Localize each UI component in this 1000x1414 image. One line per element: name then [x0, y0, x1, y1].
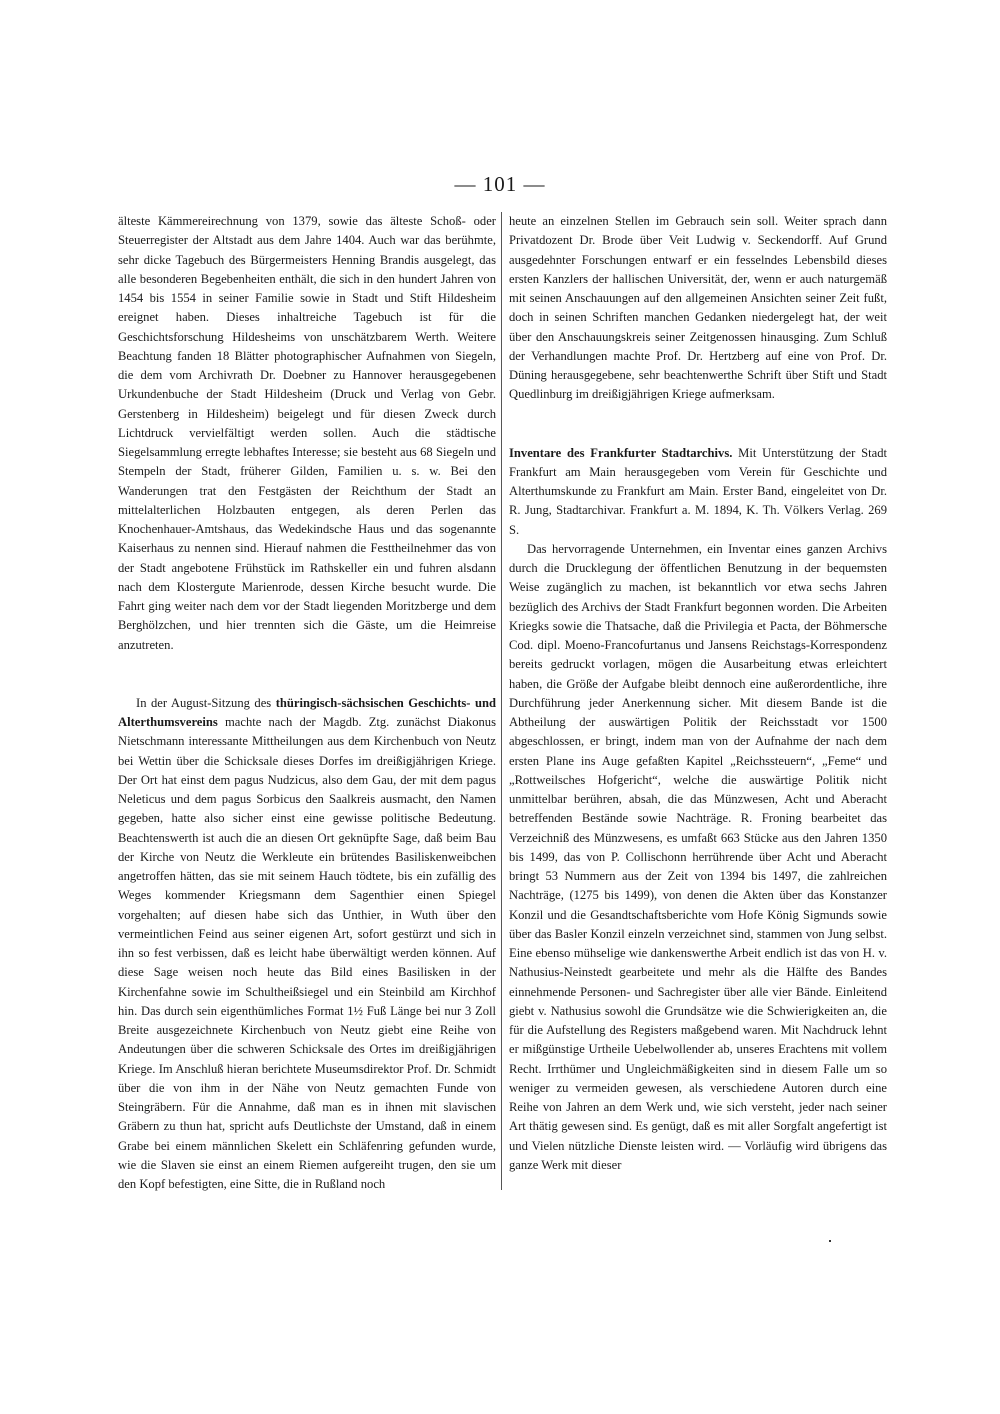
column-divider	[501, 212, 502, 1190]
left-paragraph-1: älteste Kämmereirechnung von 1379, sowie das älteste Schoß- oder Steuerregister der Altstadt aus dem Jahre 1404. Auch war das berühmte, sehr dicke Tagebuch des Bürgermeisters Henning Brandis ausgelegt, das alle besonderen Begebenheiten enthält, die sich in den hundert Jahren von 1454 bis 1554 in seiner Familie sowie in Stadt und Stift Hildesheim ereignet haben. Dieses inhaltreiche Tagebuch ist für die Geschichtsforschung Hildesheims von unschätzbarem Werth. Weitere Beachtung fanden 18 Blätter photographischer Aufnahmen von Siegeln, die dem vom Archivrath Dr. Doebner zu Hannover herausgegebenen Urkundenbuche der Stadt Hildesheim (Druck und Verlag von Gebr. Gerstenberg in Hildesheim) beigelegt und für diesen Zweck durch Lichtdruck vervielfältigt werden sollen. Auch die städtische Siegelsammlung erregte lebhaftes Interesse; sie besteht aus 68 Siegeln und Stempeln der Stadt, früherer Gilden, Familien u. s. w. Bei den Wanderungen trat den Festgästen der Reichthum der Stadt an mittelalterlichen Holzbauten entgegen, als deren Perlen das Knochenhauer-Amtshaus, das Wedekindsche Haus und das sogenannte Kaiserhaus zu nennen sind. Hierauf nahmen die Festtheilnehmer das von der Stadt angebotene Frühstück im Rathskeller ein und fuhren alsdann nach dem Klostergute Marienrode, dessen Kirche besucht wurde. Die Fahrt ging weiter nach dem vor der Stadt liegenden Moritzberge und dem Berghölzchen, und hier trennten sich die Gäste, um die Heimreise anzutreten.	[118, 214, 496, 652]
left-paragraph-2-lead: In der August-Sitzung des	[136, 695, 272, 710]
review-heading: Inventare des Frankfurter Stadtarchivs.	[509, 445, 733, 460]
print-speck	[829, 1240, 831, 1242]
left-column	[118, 212, 496, 1194]
right-paragraph-3: Das hervorragende Unternehmen, ein Inventar eines ganzen Archivs durch die Drucklegung der öffentlichen Benutzung in der bequemsten Weise zugänglich zu machen, ist bekanntlich vor etwa sechs Jahren bezüglich des Archivs der Stadt Frankfurt begonnen worden. Die Arbeiten Kriegks sowie die Thatsache, daß die Privilegia et Pacta, der Böhmersche Cod. dipl. Moeno-Francofurtanus und Jansens Reichstags-Korrespondenz bereits gedruckt vorlagen, mögen die Ausarbeitung etwas erleichtert haben, die Größe der Aufgabe bleibt dennoch eine außerordentliche, ihre Durchführung jeder Anerkennung sicher. Mit diesem Bande ist die Abtheilung der auswärtigen Politik der Reichsstadt vor 1500 abgeschlossen, er bringt, indem man von der Aufnahme der nach dem ersten Plane ins Auge gefaßten Kapitel „Reichssteuern“, „Feme“ und „Rottweilsches Hofgericht“, welche die auswärtige Politik nicht unmittelbar berühren, absah, die das Münzwesen, Acht und Aberacht betreffenden Bestände sowie Nachträge. R. Froning bearbeitet das Verzeichniß des Münzwesens, es umfaßt 663 Stücke aus den Jahren 1350 bis 1499, das von P. Collischonn herrührende über Acht und Aberacht bringt 53 Nummern aus der Zeit von 1394 bis 1497, die zahlreichen Nachträge, (1275 bis 1499), von denen die Akten über das Konstanzer Konzil und die Gesandtschaftsberichte vom Hofe König Sigmunds sowie über das Basler Konzil einzeln verzeichnet sind, stammen von Jung selbst. Eine ebenso mühselige wie dankenswerthe Arbeit endlich ist das von H. v. Nathusius-Neinstedt gearbeitete und mehr als die Hälfte des Bandes einnehmende Personen- und Sachregister über alle vier Bände. Einleitend giebt v. Nathusius sowohl die Grundsätze wie die Schwierigkeiten an, die für die Aufstellung des Registers maßgebend waren. Mit Nachdruck lehnt er mißgünstige Urtheile Uebelwollender ab, unseres Erachtens mit vollem Recht. Irrthümer und Ungleichmäßigkeiten sind in diesem Falle um so weniger zu vermeiden gewesen, als verschiedene Autoren durch eine Reihe von Jahren an dem Werk und, wie sich versteht, jeder nach seiner Art thätig gewesen sind. Es genügt, daß es mit aller Sorgfalt angefertigt ist und Vielen nützliche Dienste leisten wird. — Vorläufig wird übrigens das ganze Werk mit dieser	[509, 541, 887, 1172]
right-paragraph-2-body: Mit Unterstützung der Stadt Frankfurt am Main herausgegeben vom Verein für Geschichte und Alterthumskunde zu Frankfurt am Main. Erster Band, eingeleitet von Dr. R. Jung, Stadtarchivar. Frankfurt a. M. 1894, K. Th. Völkers Verlag. 269 S.	[509, 445, 887, 537]
left-paragraph-2-body: machte nach der Magdb. Ztg. zunächst Diakonus Nietschmann interessante Mittheilungen aus dem Kirchenbuch von Neutz bei Wettin über die Schicksale dieses Dorfes im dreißigjährigen Kriege. Der Ort hat einst dem pagus Nudzicus, also dem Gau, der mit dem pagus Neleticus und dem pagus Sorbicus den Saalkreis ausmacht, den Namen gegeben, hatte also sicher einst eine gewisse politische Bedeutung. Beachtenswerth ist auch die an diesen Ort geknüpfte Sage, daß beim Bau der Kirche von Neutz die Werkleute ein brütendes Basiliskenweibchen angetroffen hätten, das sie mit seinem Hauch tödtete, bis ein zufällig des Weges kommender Kriegsmann dem Sagenthier einen Spiegel vorgehalten; auf diesen habe sich das Unthier, in Wuth über den vermeintlichen Feind aus seiner eigenen Art, sofort gestürzt und sich in ihn so fest verbissen, daß es leicht habe überwältigt werden können. Auf diese Sage weisen noch heute das Bild eines Basilisken in der Kirchenfahne sowie im Schultheißsiegel und ein Steinbild am Kirchhof hin. Das durch sein eigenthümliches Format 1½ Fuß Länge bei nur 3 Zoll Breite ausgezeichnete Kirchenbuch von Neutz giebt eine Reihe von Andeutungen über die schweren Schicksale des Ortes im dreißigjährigen Kriege. Im Anschluß hieran berichtete Museumsdirektor Prof. Dr. Schmidt über die von ihm in der Nähe von Neutz gemachten Funde von Steingräbern. Für die Annahme, daß man es in ihnen mit slavischen Gräbern zu thun hat, spricht aufs Deutlichste der Umstand, daß in einem Grabe bei einem männlichen Skelett ein Schläfenring gefunden wurde, wie die Slaven sie einst an einem Riemen aufgereiht trugen, den sie um den Kopf befestigten, eine Sitte, die in Rußland noch	[118, 715, 496, 1191]
society-heading: thüringisch-sächsischen Geschichts- und Alterthumsvereins	[118, 695, 496, 729]
right-column	[509, 212, 887, 1175]
right-paragraph-1: heute an einzelnen Stellen im Gebrauch sein soll. Weiter sprach dann Privatdozent Dr. Brode über Veit Ludwig v. Seckendorff. Auf Grund ausgedehnter Forschungen entwarf er ein fesselndes Lebensbild dieses ersten Kanzlers der hallischen Universität, der, wenn er auch naturgemäß mit seinen Anschauungen auf den allgemeinen Ansichten seiner Zeit fußt, doch in seinen Schriften manchen Gedanken niedergelegt hat, der weit über den Anschauungskreis seiner Zeitgenossen hinausging. Zum Schluß der Verhandlungen machte Prof. Dr. Hertzberg auf eine von Prof. Dr. Düning herausgegebene, sehr beachtenwerthe Schrift über Stift und Stadt Quedlinburg im dreißigjährigen Kriege aufmerksam.	[509, 214, 887, 402]
right-paragraph-2	[509, 444, 887, 540]
left-paragraph-2	[118, 694, 496, 1195]
page-number: — 101 —	[454, 172, 546, 196]
